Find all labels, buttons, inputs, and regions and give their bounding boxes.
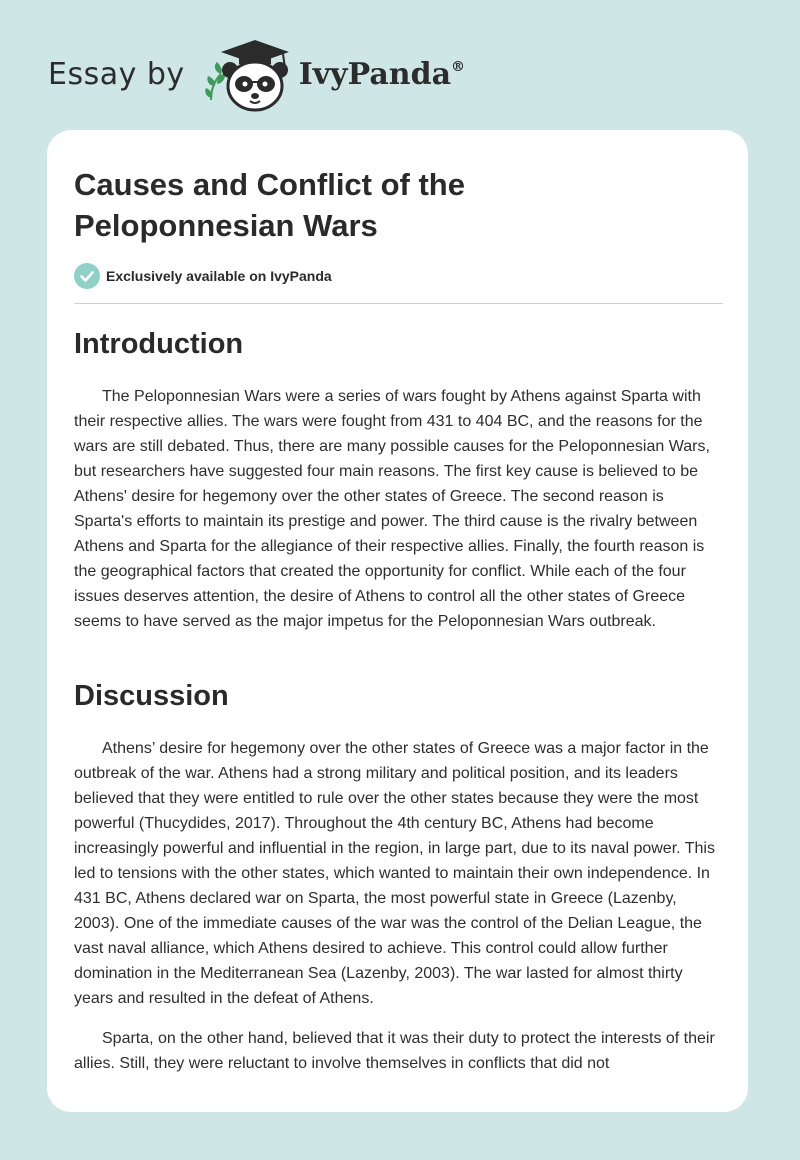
- section-heading: Introduction: [74, 328, 244, 360]
- exclusive-badge: [74, 263, 332, 289]
- title-divider: [74, 303, 723, 304]
- section-heading: Discussion: [74, 680, 229, 712]
- brand-label: IvyPanda: [298, 56, 452, 92]
- essay-card: [47, 130, 748, 1112]
- site-header: [48, 34, 465, 114]
- panda-logo-icon[interactable]: [203, 34, 295, 114]
- exclusive-badge-label: Exclusively available on IvyPanda: [106, 268, 332, 284]
- registered-mark: ®: [451, 58, 466, 75]
- discussion-section: [74, 678, 724, 1076]
- paragraph: Athens’ desire for hegemony over the other states of Greece was a major factor in the outbreak of the war. Athens had a strong military and political position, and its leaders believed that they were entitled to rule over the other states because they were the most powerful (Thucydides, 2017). Throughout the 4th century BC, Athens had become increasingly powerful and influential in the region, in large part, due to its naval power. This led to tensions with the other states, which wanted to maintain their own independence. In 431 BC, Athens declared war on Sparta, the most powerful state in Greece (Lazenby, 2003). One of the immediate causes of the war was the control of the Delian League, the vast naval alliance, which Athens desired to achieve. This control could allow further domination in the Mediterranean Sea (Lazenby, 2003). The war lasted for almost thirty years and resulted in the defeat of Athens.: [74, 740, 715, 1007]
- brand-name[interactable]: [299, 57, 465, 92]
- essay-title: Causes and Conflict of the Peloponnesian Wars: [74, 167, 465, 243]
- introduction-section: [74, 326, 724, 634]
- paragraph: Sparta, on the other hand, believed that it was their duty to protect the interests of their allies. Still, they were reluctant to involve themselves in conflicts that did not: [74, 1030, 715, 1072]
- essay-by-label: Essay by: [48, 56, 185, 92]
- paragraph: The Peloponnesian Wars were a series of wars fought by Athens against Sparta with their respective allies. The wars were fought from 431 to 404 BC, and the reasons for the wars are still debated. Thus, there are many possible causes for the Peloponnesian Wars, but researchers have suggested four main reasons. The first key cause is believed to be Athens' desire for hegemony over the other states of Greece. The second reason is Sparta's efforts to maintain its prestige and power. The third cause is the rivalry between Athens and Sparta for the allegiance of their respective allies. Finally, the fourth reason is the geographical factors that created the opportunity for conflict. While each of the four issues deserves attention, the desire of Athens to control all the other states of Greece seems to have served as the major impetus for the Peloponnesian Wars outbreak.: [74, 388, 710, 630]
- checkmark-badge-icon: [74, 263, 100, 289]
